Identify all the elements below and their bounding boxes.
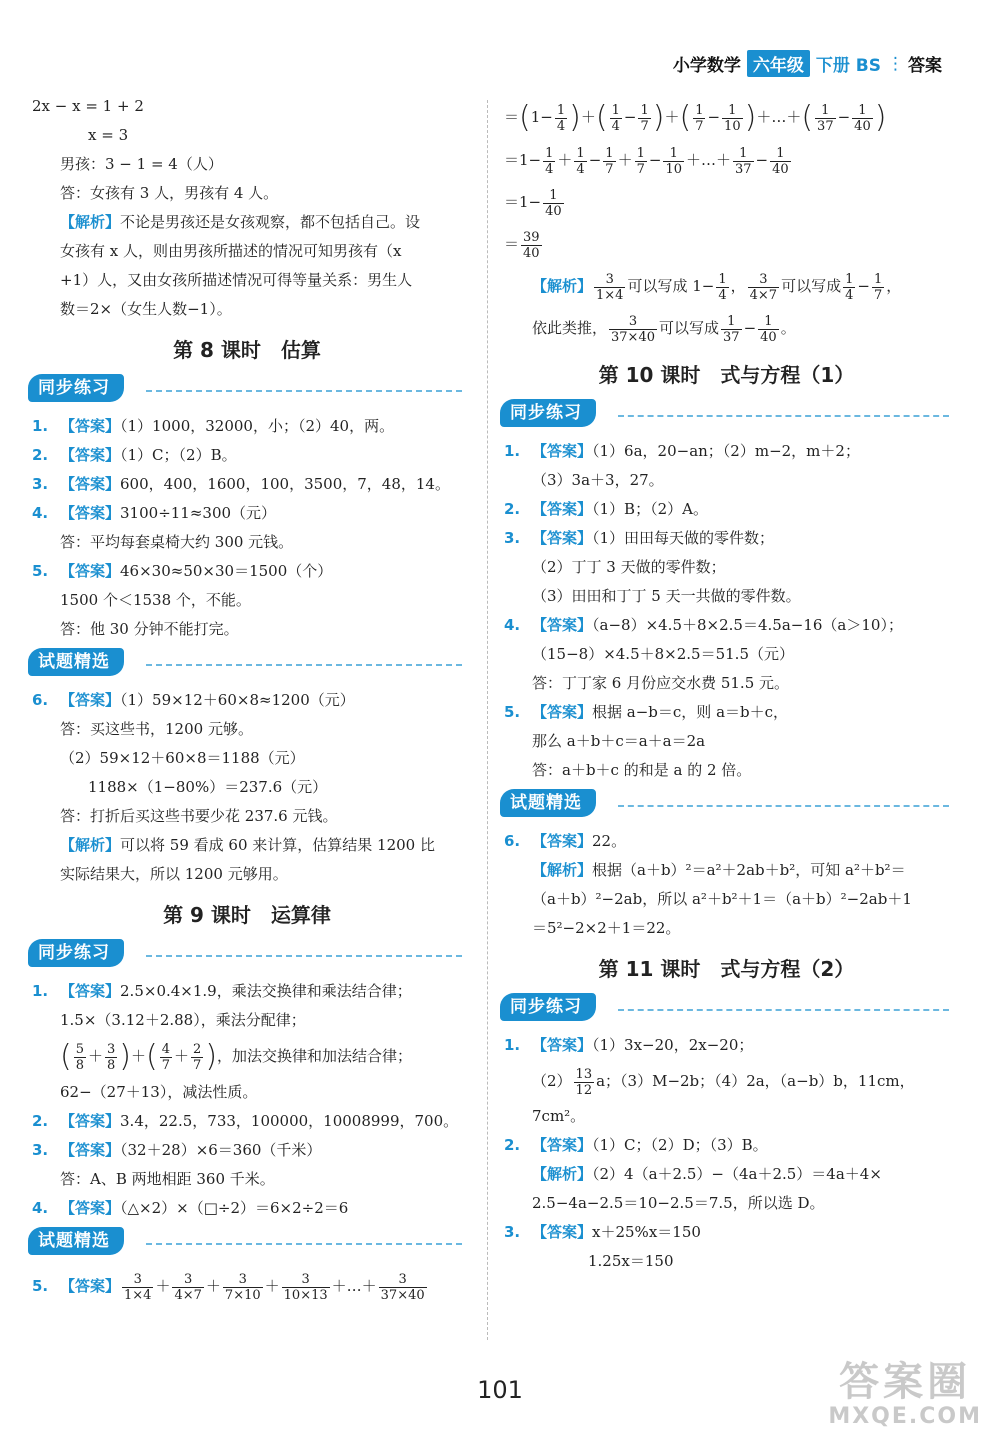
fraction <box>160 1042 172 1073</box>
text-line: 1.25x＝150 <box>588 1252 674 1270</box>
fraction-denominator: 37×40 <box>611 329 655 345</box>
fraction <box>521 230 542 261</box>
text-line: 那么 a＋b＋c＝a＋a＝2a <box>532 732 706 750</box>
label-tag: 【解析】 <box>532 861 593 879</box>
fraction <box>721 314 742 345</box>
fraction <box>638 103 650 134</box>
badge-label: 试题精选 <box>28 1227 124 1255</box>
fraction-denominator: 40 <box>772 161 789 177</box>
fraction-denominator: 1×4 <box>596 287 624 303</box>
text-line: 实际结果大，所以 1200 元够用。 <box>60 865 288 883</box>
fraction-denominator: 10 <box>665 161 682 177</box>
question-number: 3. <box>504 1223 521 1241</box>
fraction-numerator: 1 <box>852 103 873 119</box>
fraction-numerator: 1 <box>770 146 791 162</box>
question-number: 2. <box>32 1112 49 1130</box>
fraction <box>843 272 855 303</box>
section-title-lesson-11: 第 11 课时 式与方程（2） <box>598 957 855 981</box>
fraction-denominator: 4 <box>845 287 854 303</box>
text-line: 答：打折后买这些书要少花 237.6 元钱。 <box>60 807 338 825</box>
fraction <box>815 103 836 134</box>
label-tag: 【答案】 <box>60 1199 121 1217</box>
fraction-numerator: 1 <box>663 146 684 162</box>
text-span: （△×2）×（□÷2）＝6×2÷2＝6 <box>120 1199 349 1217</box>
label-tag: 【答案】 <box>532 529 593 547</box>
text-line: 1500 个＜1538 个，不能。 <box>60 591 251 609</box>
fraction-denominator: 40 <box>854 118 871 134</box>
text-line <box>504 495 949 524</box>
fraction-denominator: 4 <box>718 287 727 303</box>
text-line: 数＝2×（女生人数−1）。 <box>60 300 232 318</box>
text-span: 600，400，1600，100，3500，7，48，14。 <box>120 475 450 493</box>
text-span: （1）B；（2）A。 <box>592 500 708 518</box>
label-tag: 【答案】 <box>532 1223 593 1241</box>
text-span: （1）59×12＋60×8≈1200（元） <box>120 691 355 709</box>
fraction-denominator: 37 <box>735 161 752 177</box>
question-number: 4. <box>32 1199 49 1217</box>
text-line: 男孩：3 − 1 = 4（人） <box>60 155 223 173</box>
label-tag: 【答案】 <box>60 446 121 464</box>
question-number: 6. <box>32 691 49 709</box>
text-span: ，加法交换律和加法结合律； <box>217 1047 413 1065</box>
text-span: （1）田田每天做的零件数； <box>592 529 775 547</box>
fraction-numerator: 5 <box>75 1041 84 1057</box>
fraction-line <box>504 223 949 265</box>
fraction-numerator: 3 <box>748 272 779 288</box>
fraction <box>770 146 791 177</box>
text-span: ＋…＋ <box>685 151 731 169</box>
parenthesis: ) <box>569 100 581 135</box>
text-span: ＝1− <box>504 151 542 169</box>
fraction-denominator: 7 <box>640 118 649 134</box>
question-number: 1. <box>504 1036 521 1054</box>
fraction-denominator: 7 <box>636 161 645 177</box>
fraction-line <box>504 181 949 223</box>
label-tag: 【答案】 <box>60 504 121 522</box>
fraction <box>872 272 884 303</box>
fraction-numerator: 3 <box>282 1272 330 1288</box>
text-line <box>32 441 462 470</box>
parenthesis: ( <box>519 100 531 135</box>
header-separator: ⋮ <box>887 53 902 74</box>
parenthesis: ( <box>801 100 814 135</box>
label-tag: 【答案】 <box>60 982 121 1000</box>
text-line <box>504 1160 949 1189</box>
badge-dashed-line <box>146 390 462 392</box>
fraction-numerator: 39 <box>523 229 540 245</box>
label-tag: 【解析】 <box>532 277 593 295</box>
fraction <box>733 146 754 177</box>
text-span: 22。 <box>592 832 627 850</box>
fraction-denominator: 10×13 <box>283 1287 328 1303</box>
fraction-denominator: 37×40 <box>380 1287 425 1303</box>
section-title-lesson-10: 第 10 课时 式与方程（1） <box>598 363 855 387</box>
text-line <box>504 611 949 640</box>
text-line: （3）田田和丁丁 5 天一共做的零件数。 <box>532 587 801 605</box>
label-tag: 【答案】 <box>532 832 593 850</box>
text-line <box>32 412 462 441</box>
fraction-numerator: 3 <box>122 1272 153 1288</box>
fraction-numerator: 1 <box>722 103 743 119</box>
text-span: （32＋28）×6＝360（千米） <box>120 1141 322 1159</box>
badge-dashed-line <box>618 415 949 417</box>
text-line <box>504 856 949 885</box>
answer-tag: 【答案】 <box>60 417 121 435</box>
badge-dashed-line <box>146 664 462 666</box>
label-tag: 【答案】 <box>532 703 593 721</box>
label-tag: 【解析】 <box>532 1165 593 1183</box>
fraction-numerator: 3 <box>172 1272 203 1288</box>
fraction <box>574 146 586 177</box>
badge-dashed-line <box>146 955 462 957</box>
fraction-denominator: 10 <box>724 118 741 134</box>
fraction-denominator: 8 <box>75 1057 84 1073</box>
fraction-numerator: 1 <box>636 145 645 161</box>
text-span: 不论是男孩还是女孩观察，都不包括自己。设 <box>120 213 421 231</box>
text-line: 答：a＋b＋c 的和是 a 的 2 倍。 <box>532 761 752 779</box>
badge-label: 同步练习 <box>28 374 124 402</box>
badge-label: 同步练习 <box>28 939 124 967</box>
fraction-numerator: 1 <box>815 103 836 119</box>
parenthesis: ( <box>679 100 692 135</box>
right-column <box>504 92 949 1276</box>
text-line <box>32 557 462 586</box>
parenthesis: ( <box>60 1039 72 1074</box>
fraction-numerator: 1 <box>873 271 883 287</box>
fraction-denominator: 7 <box>161 1057 171 1073</box>
text-line: 2x − x = 1 + 2 <box>32 97 144 115</box>
fraction <box>122 1272 153 1303</box>
text-line: x = 3 <box>88 126 129 144</box>
fraction <box>603 146 615 177</box>
text-span: 。 <box>780 319 796 337</box>
fraction-numerator: 1 <box>605 145 614 161</box>
text-span: ， <box>886 277 902 295</box>
text-span: 根据（a＋b）²＝a²＋2ab＋b²，可知 a²＋b²＝ <box>592 861 906 879</box>
text-span: （1）6a，20−an；（2）m−2，m＋2； <box>592 442 860 460</box>
fraction-numerator: 4 <box>161 1041 171 1057</box>
question-number: 4. <box>504 616 521 634</box>
text-span: ＋…＋ <box>756 108 802 126</box>
label-tag: 【答案】 <box>532 1136 593 1154</box>
text-line <box>504 1218 949 1247</box>
fraction-denominator: 4 <box>611 118 620 134</box>
badge-dashed-line <box>618 1009 949 1011</box>
fraction-line: ( $\frac{5}{8}$ ＋ $\frac{3}{8}$ )＋( $\frac{4}{7}$ ＋ $\frac{2}{7}$ )，加法交换律和加法结合律； <box>60 1039 413 1074</box>
sync-practice-badge <box>28 374 462 408</box>
fraction-denominator: 7 <box>873 287 883 303</box>
badge-label: 同步练习 <box>500 399 596 427</box>
fraction-line: ＝(1− $\frac{1}{4}$ )＋( $\frac{1}{4}$ − $\frac{1}{7}$ )＋( $\frac{1}{7}$ − $\frac{1}{10}$ )＋…＋( $\frac{1}{37}$ − $\frac{1}{40}$ ) <box>504 100 887 135</box>
text-span: a；（3）M−2b；（4）2a，（a−b）b，11cm， <box>596 1072 915 1090</box>
text-span: 答案圈 <box>839 1359 972 1405</box>
label-tag: 【答案】 <box>60 1277 121 1295</box>
fraction <box>74 1042 86 1073</box>
text-line: 7cm²。 <box>532 1107 586 1125</box>
fraction-denominator: 40 <box>760 329 777 345</box>
text-line: 答：买这些书，1200 元够。 <box>60 720 253 738</box>
question-number: 3. <box>32 1141 49 1159</box>
fraction-denominator: 1×4 <box>124 1287 152 1303</box>
fraction <box>693 103 705 134</box>
badge-label: 试题精选 <box>500 789 596 817</box>
text-span: 根据 a−b＝c，则 a＝b＋c， <box>592 703 789 721</box>
label-tag: 【答案】 <box>532 442 593 460</box>
text-line: 答：A、B 两地相距 360 千米。 <box>60 1170 275 1188</box>
text-line: 2.5−4a−2.5＝10−2.5＝7.5，所以选 D。 <box>532 1194 825 1212</box>
fraction-numerator: 1 <box>695 102 704 118</box>
test-selection-badge <box>28 1227 462 1261</box>
label-tag: 【答案】 <box>532 500 593 518</box>
label-tag: 【解析】 <box>60 836 121 854</box>
label-tag: 【答案】 <box>60 1112 121 1130</box>
question-number: 1. <box>32 982 49 1000</box>
text-span: 依此类推， <box>532 319 608 337</box>
text-line <box>504 827 949 856</box>
fraction-line <box>504 1060 949 1102</box>
text-line: 答：他 30 分钟不能打完。 <box>60 620 239 638</box>
parenthesis: ) <box>874 100 887 135</box>
fraction <box>748 272 779 303</box>
text-span: 2.5×0.4×1.9，乘法交换律和乘法结合律； <box>120 982 412 1000</box>
fraction-denominator: 4×7 <box>749 287 778 303</box>
fraction-denominator: 37 <box>723 329 740 345</box>
question-number: 5. <box>504 703 521 721</box>
text-line <box>32 470 462 499</box>
fraction <box>379 1272 427 1303</box>
text-span: （1）3x−20，2x−20； <box>592 1036 754 1054</box>
question-number: 1. <box>504 442 521 460</box>
fraction <box>758 314 779 345</box>
text-span: 3100÷11≈300（元） <box>120 504 277 522</box>
fraction-denominator: 12 <box>575 1082 593 1098</box>
text-line <box>504 524 949 553</box>
text-line: +1）人，又由女孩所描述情况可得等量关系：男生人 <box>60 271 413 289</box>
fraction <box>594 272 625 303</box>
parenthesis: ) <box>744 100 757 135</box>
fraction <box>223 1272 263 1303</box>
fraction <box>555 103 567 134</box>
badge-label: 同步练习 <box>500 993 596 1021</box>
badge-dashed-line <box>618 805 949 807</box>
section-title-lesson-9: 第 9 课时 运算律 <box>163 903 331 927</box>
question-number: 2. <box>32 446 49 464</box>
question-number: 3. <box>32 475 49 493</box>
badge-dashed-line <box>146 1243 462 1245</box>
text-line: （3）3a＋3，27。 <box>532 471 664 489</box>
label-tag: 【答案】 <box>60 562 121 580</box>
text-span: （1）C；（2）B。 <box>120 446 237 464</box>
page-header <box>673 50 942 77</box>
question-number: 5. <box>32 562 49 580</box>
fraction-denominator: 4 <box>556 118 566 134</box>
text-line: （15−8）×4.5＋8×2.5＝51.5（元） <box>532 645 794 663</box>
text-span: 46×30≈50×30＝1500（个） <box>120 562 333 580</box>
section-title-lesson-8: 第 8 课时 估算 <box>173 338 321 362</box>
fraction-denominator: 7 <box>193 1057 202 1073</box>
text-span: （2） <box>532 1072 572 1090</box>
question-number: 1. <box>32 417 49 435</box>
label-tag: 【答案】 <box>532 1036 593 1054</box>
fraction <box>543 146 555 177</box>
watermark-logo <box>828 1360 982 1429</box>
question-number: 2. <box>504 1136 521 1154</box>
parenthesis: ( <box>146 1039 158 1074</box>
fraction <box>172 1272 203 1303</box>
analysis-line <box>32 208 462 237</box>
fraction-numerator: 1 <box>758 314 779 330</box>
header-grade: 六年级 <box>747 50 810 77</box>
text-span: ＝1− <box>504 193 542 211</box>
fraction-denominator: 40 <box>523 245 540 261</box>
text-span: （a−8）×4.5＋8×2.5＝4.5a−16（a＞10）； <box>592 616 903 634</box>
text-line <box>32 977 462 1006</box>
text-line <box>504 437 949 466</box>
fraction-line: 5. 【答案】 $\frac{3}{1\times 4}$ ＋ $\frac{3}{4\times 7}$ ＋ $\frac{3}{7\times 10}$ ＋ $\frac{3}{10\times 13}$ ＋…＋ $\frac{3}{37\times 40}$ <box>32 1265 462 1307</box>
analysis-tag: 【解析】 <box>60 213 121 231</box>
fraction-numerator: 1 <box>611 102 620 118</box>
text-line <box>32 1194 462 1223</box>
fraction <box>722 103 743 134</box>
sync-practice-badge <box>500 399 949 433</box>
text-line: 答：丁丁家 6 月份应交水费 51.5 元。 <box>532 674 790 692</box>
fraction-denominator: 7 <box>605 161 614 177</box>
fraction-denominator: 40 <box>545 203 562 219</box>
text-span: 可以写成 1− <box>627 277 715 295</box>
fraction-denominator: 4×7 <box>174 1287 202 1303</box>
header-subject: 小学数学 <box>672 56 741 76</box>
label-tag: 【答案】 <box>60 475 121 493</box>
text-line: 女孩有 x 人，则由男孩所描述的情况可知男孩有（x <box>60 242 402 260</box>
fraction-numerator: 1 <box>640 102 649 118</box>
text-line: 1.5×（3.12＋2.88），乘法分配律； <box>60 1011 306 1029</box>
fraction-numerator: 3 <box>223 1272 263 1288</box>
question-number: 4. <box>32 504 49 522</box>
fraction <box>635 146 647 177</box>
text-line: （2）丁丁 3 天做的零件数； <box>532 558 726 576</box>
header-answer: 答案 <box>908 56 942 76</box>
fraction <box>574 1067 595 1098</box>
parenthesis: ( <box>595 100 608 135</box>
fraction-numerator: 1 <box>576 145 585 161</box>
text-span: ＝ <box>504 108 520 126</box>
parenthesis: ) <box>652 100 665 135</box>
fraction <box>610 103 622 134</box>
fraction-numerator: 1 <box>721 314 742 330</box>
text-line: 答：平均每套桌椅大约 300 元钱。 <box>60 533 294 551</box>
test-selection-badge <box>500 789 949 823</box>
fraction-numerator: 1 <box>543 188 564 204</box>
text-line <box>32 831 462 860</box>
sync-practice-badge <box>500 993 949 1027</box>
text-span: ＝ <box>504 235 520 253</box>
fraction <box>191 1042 203 1073</box>
column-divider <box>487 100 488 1340</box>
text-span: （1）C；（2）D；（3）B。 <box>592 1136 768 1154</box>
text-span: 3.4，22.5，733，100000，10008999，700。 <box>120 1112 459 1130</box>
text-line: （a＋b）²−2ab，所以 a²＋b²＋1＝（a＋b）²−2ab＋1 <box>532 890 912 908</box>
fraction-line: ＝1− $\frac{1}{4}$ ＋ $\frac{1}{4}$ − $\frac{1}{7}$ ＋ $\frac{1}{7}$ − $\frac{1}{10}$ ＋…＋ $\frac{1}{37}$ − $\frac{1}{40}$ <box>504 145 789 177</box>
text-span: 可以写成 <box>781 277 842 295</box>
text-line <box>32 686 462 715</box>
fraction-denominator: 8 <box>107 1057 116 1073</box>
fraction-numerator: 3 <box>594 272 625 288</box>
fraction-denominator: 4 <box>545 161 554 177</box>
badge-label: 试题精选 <box>28 648 124 676</box>
question-number: 3. <box>504 529 521 547</box>
fraction-numerator: 2 <box>193 1041 202 1057</box>
fraction <box>852 103 873 134</box>
fraction-numerator: 3 <box>609 314 657 330</box>
fraction-numerator: 13 <box>575 1066 593 1082</box>
page-number: 101 <box>477 1376 523 1404</box>
text-line: ＝5²−2×2＋1＝22。 <box>532 919 681 937</box>
fraction-numerator: 1 <box>556 102 566 118</box>
sync-practice-badge <box>28 939 462 973</box>
left-column <box>32 92 462 1307</box>
fraction <box>716 272 728 303</box>
fraction <box>282 1272 330 1303</box>
question-number: 5. <box>32 1277 49 1295</box>
fraction-denominator: 4 <box>576 161 585 177</box>
text-line <box>504 1031 949 1060</box>
fraction <box>105 1042 117 1073</box>
text-line: 62−（27＋13），减法性质。 <box>60 1083 258 1101</box>
label-tag: 【答案】 <box>60 691 121 709</box>
label-tag: 【答案】 <box>60 1141 121 1159</box>
fraction-numerator: 1 <box>545 145 554 161</box>
text-span: MXQE.COM <box>828 1404 982 1429</box>
text-span: （1）1000，32000，小；（2）40，两。 <box>120 417 395 435</box>
text-span: ， <box>730 277 746 295</box>
fraction <box>543 188 564 219</box>
text-line <box>32 499 462 528</box>
text-span: 可以写成 <box>659 319 720 337</box>
question-number: 6. <box>504 832 521 850</box>
fraction-denominator: 7 <box>695 118 704 134</box>
fraction-denominator: 37 <box>817 118 834 134</box>
text-line <box>32 1136 462 1165</box>
text-line: 答：女孩有 3 人，男孩有 4 人。 <box>60 184 279 202</box>
test-selection-badge <box>28 648 462 682</box>
text-line: （2）59×12＋60×8＝1188（元） <box>60 749 305 767</box>
text-line <box>504 1131 949 1160</box>
parenthesis: ) <box>119 1039 132 1074</box>
parenthesis: ) <box>205 1039 218 1074</box>
fraction-numerator: 3 <box>379 1272 427 1288</box>
text-span: （2）4（a＋2.5）−（4a＋2.5）＝4a＋4× <box>592 1165 882 1183</box>
text-span: x＋25%x＝150 <box>592 1223 701 1241</box>
analysis-line: 依此类推， $\frac{3}{37\times 40}$ 可以写成 $\frac{1}{37}$ − $\frac{1}{40}$ 。 <box>532 313 796 345</box>
header-volume: 下册 BS <box>815 56 881 76</box>
label-tag: 【答案】 <box>532 616 593 634</box>
fraction-numerator: 1 <box>845 271 854 287</box>
fraction-denominator: 7×10 <box>224 1287 261 1303</box>
analysis-line: 【解析】 $\frac{3}{1\times 4}$ 可以写成 1− $\frac{1}{4}$ ， $\frac{3}{4\times 7}$ 可以写成 $\frac{1}{4}$ − $\frac{1}{7}$ ， <box>532 271 902 303</box>
fraction <box>663 146 684 177</box>
fraction <box>609 314 657 345</box>
question-number: 2. <box>504 500 521 518</box>
text-line <box>32 1107 462 1136</box>
text-line <box>504 698 949 727</box>
fraction-numerator: 1 <box>718 271 727 287</box>
fraction-numerator: 3 <box>107 1041 116 1057</box>
text-span: 可以将 59 看成 60 来计算，估算结果 1200 比 <box>120 836 435 854</box>
fraction-numerator: 1 <box>733 146 754 162</box>
text-line: 1188×（1−80%）＝237.6（元） <box>88 778 328 796</box>
